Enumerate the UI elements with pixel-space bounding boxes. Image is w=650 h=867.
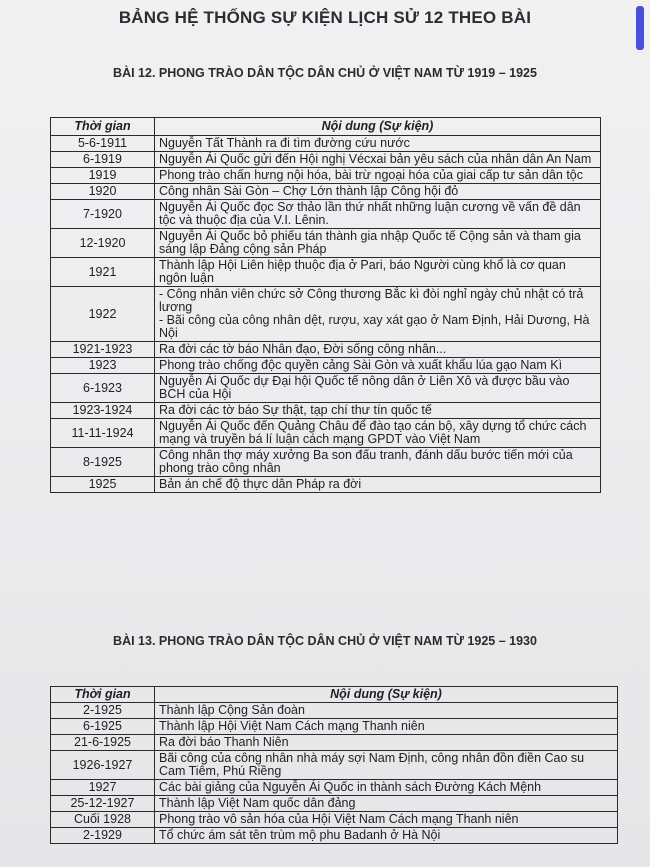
header-time: Thời gian <box>51 118 155 136</box>
time-cell: 1920 <box>51 184 155 200</box>
table-row <box>51 258 601 287</box>
time-cell: 1926-1927 <box>51 751 155 780</box>
table-row <box>51 374 601 403</box>
event-cell: Thành lập Hội Liên hiệp thuộc địa ở Pari, báo Người cùng khổ là cơ quan ngôn luận <box>155 258 601 287</box>
table-row <box>51 703 618 719</box>
time-cell: 6-1923 <box>51 374 155 403</box>
event-cell: Phong trào vô sản hóa của Hội Việt Nam Cách mạng Thanh niên <box>155 812 618 828</box>
table-row <box>51 200 601 229</box>
table-row <box>51 812 618 828</box>
event-cell: Bản án chế độ thực dân Pháp ra đời <box>155 477 601 493</box>
table-row <box>51 287 601 342</box>
table-row <box>51 168 601 184</box>
time-cell: 2-1925 <box>51 703 155 719</box>
event-cell: Nguyễn Ái Quốc bỏ phiếu tán thành gia nhập Quốc tế Cộng sản và tham gia sáng lập Đảng cộng sản Pháp <box>155 229 601 258</box>
time-cell: Cuối 1928 <box>51 812 155 828</box>
time-cell: 25-12-1927 <box>51 796 155 812</box>
table-row <box>51 358 601 374</box>
time-cell: 1923-1924 <box>51 403 155 419</box>
table-row <box>51 780 618 796</box>
time-cell: 1919 <box>51 168 155 184</box>
time-cell: 21-6-1925 <box>51 735 155 751</box>
event-cell: - Công nhân viên chức sở Công thương Bắc kì đòi nghỉ ngày chủ nhật có trả lương - Bãi công của công nhân dệt, rượu, xay xát gạo ở Nam Định, Hải Dương, Hà Nội <box>155 287 601 342</box>
time-cell: 11-11-1924 <box>51 419 155 448</box>
section-title-bai-12: BÀI 12. PHONG TRÀO DÂN TỘC DÂN CHỦ Ở VIỆT NAM TỪ 1919 – 1925 <box>113 66 537 80</box>
time-cell: 1927 <box>51 780 155 796</box>
table-row <box>51 477 601 493</box>
header-content: Nội dung (Sự kiện) <box>155 687 618 703</box>
event-cell: Bãi công của công nhân nhà máy sợi Nam Định, công nhân đồn điền Cao su Cam Tiêm, Phú Riềng <box>155 751 618 780</box>
table-row <box>51 735 618 751</box>
table-row <box>51 828 618 844</box>
event-cell: Ra đời các tờ báo Sự thật, tạp chí thư tín quốc tế <box>155 403 601 419</box>
events-table-bai-12 <box>50 117 601 493</box>
event-cell: Công nhân thợ máy xưởng Ba son đấu tranh, đánh dấu bước tiến mới của phong trào công nhân <box>155 448 601 477</box>
time-cell: 5-6-1911 <box>51 136 155 152</box>
event-cell: Phong trào chấn hưng nội hóa, bài trừ ngoại hóa của giai cấp tư sản dân tộc <box>155 168 601 184</box>
time-cell: 1925 <box>51 477 155 493</box>
table-row <box>51 448 601 477</box>
table-row <box>51 342 601 358</box>
event-cell: Nguyễn Ái Quốc gửi đến Hội nghị Vécxai bản yêu sách của nhân dân An Nam <box>155 152 601 168</box>
time-cell: 2-1929 <box>51 828 155 844</box>
event-cell: Thành lập Việt Nam quốc dân đảng <box>155 796 618 812</box>
event-cell: Nguyễn Ái Quốc dự Đại hội Quốc tế nông dân ở Liên Xô và được bầu vào BCH của Hội <box>155 374 601 403</box>
header-content: Nội dung (Sự kiện) <box>155 118 601 136</box>
table-row <box>51 152 601 168</box>
time-cell: 1923 <box>51 358 155 374</box>
time-cell: 8-1925 <box>51 448 155 477</box>
table-header-row <box>51 118 601 136</box>
event-cell: Nguyễn Tất Thành ra đi tìm đường cứu nước <box>155 136 601 152</box>
table-row <box>51 719 618 735</box>
event-cell: Thành lập Cộng Sản đoàn <box>155 703 618 719</box>
time-cell: 6-1925 <box>51 719 155 735</box>
event-cell: Nguyễn Ái Quốc đọc Sơ thảo lần thứ nhất những luận cương về vấn đề dân tộc và thuộc địa của V.I. Lênin. <box>155 200 601 229</box>
table-row <box>51 229 601 258</box>
table-row <box>51 751 618 780</box>
document-title: BẢNG HỆ THỐNG SỰ KIỆN LỊCH SỬ 12 THEO BÀI <box>118 8 532 27</box>
event-cell: Thành lập Hội Việt Nam Cách mạng Thanh niên <box>155 719 618 735</box>
time-cell: 1922 <box>51 287 155 342</box>
event-cell: Nguyễn Ái Quốc đến Quảng Châu để đào tạo cán bộ, xây dựng tổ chức cách mạng và truyền bá lí luận cách mạng GPDT vào Việt Nam <box>155 419 601 448</box>
table-row <box>51 184 601 200</box>
time-cell: 1921 <box>51 258 155 287</box>
time-cell: 6-1919 <box>51 152 155 168</box>
table-row <box>51 136 601 152</box>
section-title-bai-13: BÀI 13. PHONG TRÀO DÂN TỘC DÂN CHỦ Ở VIỆT NAM TỪ 1925 – 1930 <box>113 634 537 648</box>
event-cell: Phong trào chống độc quyền cảng Sài Gòn và xuất khẩu lúa gạo Nam Kì <box>155 358 601 374</box>
header-time: Thời gian <box>51 687 155 703</box>
event-cell: Ra đời báo Thanh Niên <box>155 735 618 751</box>
event-cell: Tổ chức ám sát tên trùm mộ phu Badanh ở Hà Nội <box>155 828 618 844</box>
event-cell: Các bài giảng của Nguyễn Ái Quốc in thành sách Đường Kách Mệnh <box>155 780 618 796</box>
time-cell: 12-1920 <box>51 229 155 258</box>
events-table-bai-13 <box>50 686 618 844</box>
time-cell: 7-1920 <box>51 200 155 229</box>
table-row <box>51 796 618 812</box>
event-cell: Ra đời các tờ báo Nhân đạo, Đời sống công nhân... <box>155 342 601 358</box>
event-cell: Công nhân Sài Gòn – Chợ Lớn thành lập Công hội đỏ <box>155 184 601 200</box>
time-cell: 1921-1923 <box>51 342 155 358</box>
table-row <box>51 419 601 448</box>
table-header-row <box>51 687 618 703</box>
table-row <box>51 403 601 419</box>
